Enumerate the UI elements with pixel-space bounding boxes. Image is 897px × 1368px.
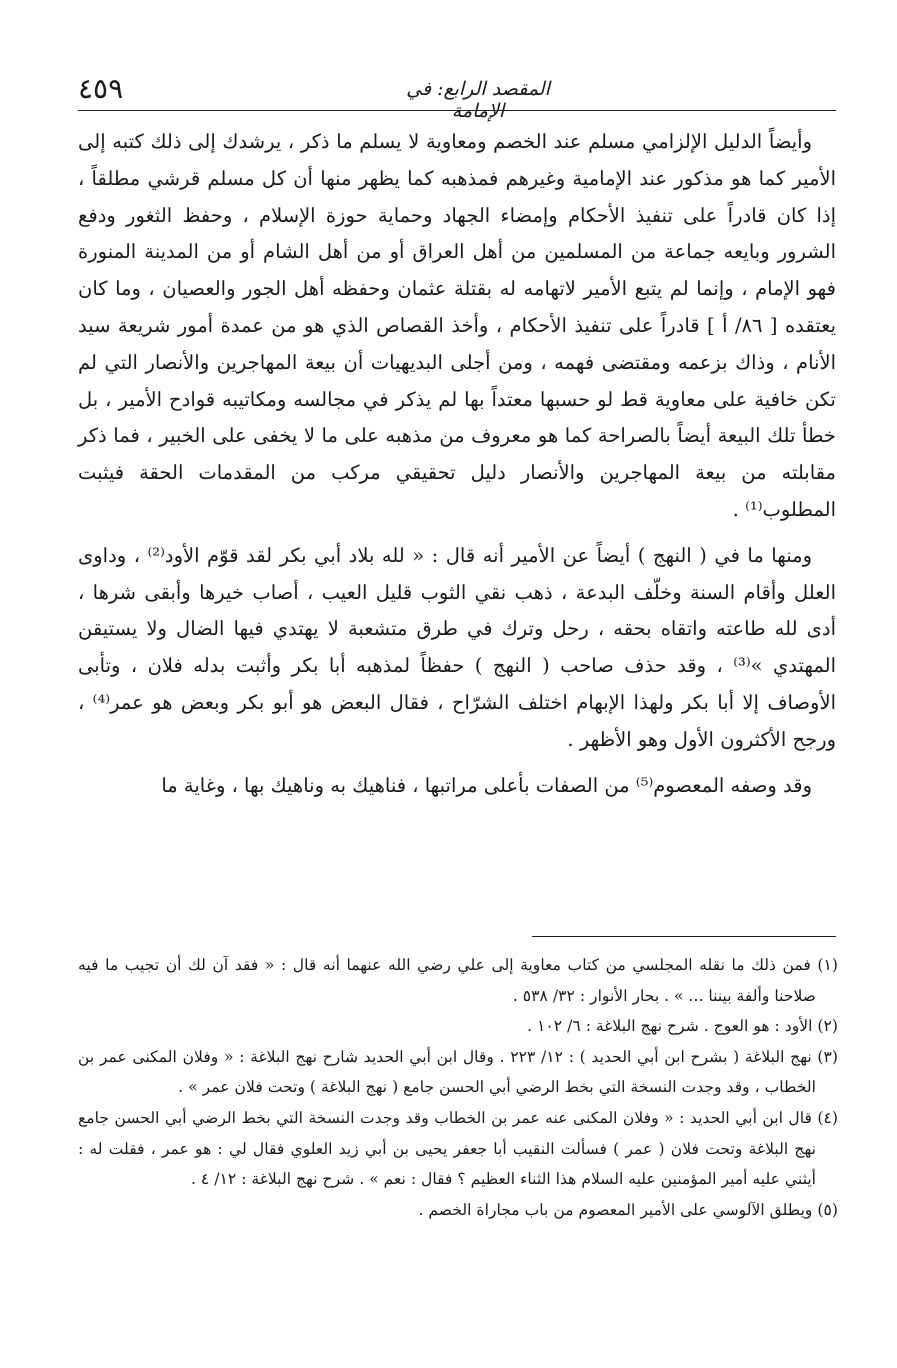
paragraph: وأيضاً الدليل الإلزامي مسلم عند الخصم ومعاوية لا يسلم ما ذكر ، يرشدك إلى ذلك كتبه إلى الأمير كما هو مذكور عند الإمامية وغيرهم فمذهبه كما يظهر منها أن كل مسلم قرشي مطلقاً ، إذا كان قادراً على تنفيذ الأحكام وإمضاء الجهاد وحماية حوزة الإسلام ، وحفظ الثغور ودفع الشرور وبايعه جماعة من المسلمين من أهل العراق أو من أهل الشام أو من المدينة المنورة فهو الإمام ، وإنما لم يتبع الأمير لاتهامه له بقتلة عثمان وحفظه أهل الجور والعصيان ، وما كان يعتقده [ ٨٦/ أ ] قادراً على تنفيذ الأحكام ، وأخذ القصاص الذي هو من عمدة أمور شريعة سيد الأنام ، وذاك بزعمه ومقتضى فهمه ، ومن أجلى البديهيات أن بيعة المهاجرين والأنصار التي لم تكن خافية على معاوية قط لو حسبها معتداً بها لم يذكر في مجالسه ومكاتيبه قوادح الأمير ، بل خطأ تلك البيعة أيضاً بالصراحة كما هو معروف من مذهبه على ما لا يخفى على الخبير ، فما ذكر مقابلته من بيعة المهاجرين والأنصار دليل تحقيقي مركب من المقدمات الحقة فيثبت المطلوب⁽¹⁾ . [78,130,837,521]
paragraph: ومنها ما في ( النهج ) أيضاً عن الأمير أنه قال : « لله بلاد أبي بكر لقد قوّم الأود⁽²⁾ ، وداوى العلل وأقام السنة وخلّف البدعة ، ذهب نقي الثوب قليل العيب ، أصاب خيرها وأبقى شرها ، أدى لله طاعته واتقاه بحقه ، رحل وترك في طرق متشعبة لا يهتدي فيها الضال ولا يستيقن المهتدي »⁽³⁾ ، وقد حذف صاحب ( النهج ) حفظاً لمذهبه أبا بكر وأثبت بدله فلان ، وتأبى الأوصاف إلا أبا بكر ولهذا الإبهام اختلف الشرّاح ، فقال البعض هو أبو بكر وبعض هو عمر⁽⁴⁾ ، ورجح الأكثرون الأول وهو الأظهر . [78,543,836,751]
paragraph: وقد وصفه المعصوم⁽⁵⁾ من الصفات بأعلى مراتبها ، فناهيك به وناهيك بها ، وغاية ما [161,773,812,797]
page-number: ٤٥٩ [78,72,124,105]
main-text [78,124,836,813]
footnote: (٣) نهج البلاغة ( بشرح ابن أبي الحديد ) : ١٢/ ٢٢٣ . وقال ابن أبي الحديد شارح نهج البلاغة : « وفلان المكنى عمر بن الخطاب ، وقد وجدت النسخة التي بخط الرضي أبي الحسن جامع ( نهج البلاغة ) وتحت فلان عمر » . [78,1047,838,1097]
footnote: (١) فمن ذلك ما نقله المجلسي من كتاب معاوية إلى علي رضي الله عنهما أنه قال : « فقد آن لك أن تجيب ما فيه صلاحنا وألفة بيننا ... » . بحار الأنوار : ٣٢/ ٥٣٨ . [78,956,838,1005]
running-title: المقصد الرابع: في الإمامة [406,78,550,122]
footnote: (٤) قال ابن أبي الحديد : « وفلان المكنى عنه عمر بن الخطاب وقد وجدت النسخة التي بخط الرضي أبي الحسن جامع نهج البلاغة وتحت فلان ( عمر ) فسألت النقيب أبا جعفر يحيى بن أبي زيد العلوي فقال لي : هو عمر ، فقلت له : أيثني عليه أمير المؤمنين عليه السلام هذا الثناء العظيم ؟ فقال : نعم » . شرح نهج البلاغة : ١٢/ ٤ . [78,1108,838,1189]
footnote: (٥) ويطلق الآلوسي على الأمير المعصوم من باب مجاراة الخصم . [418,1200,838,1219]
header-divider [78,110,836,111]
footnotes [78,950,838,1225]
footnote-divider [532,936,836,937]
page-header [78,70,836,122]
footnote: (٢) الأود : هو العوج . شرح نهج البلاغة : ٦/ ١٠٢ . [527,1017,838,1036]
